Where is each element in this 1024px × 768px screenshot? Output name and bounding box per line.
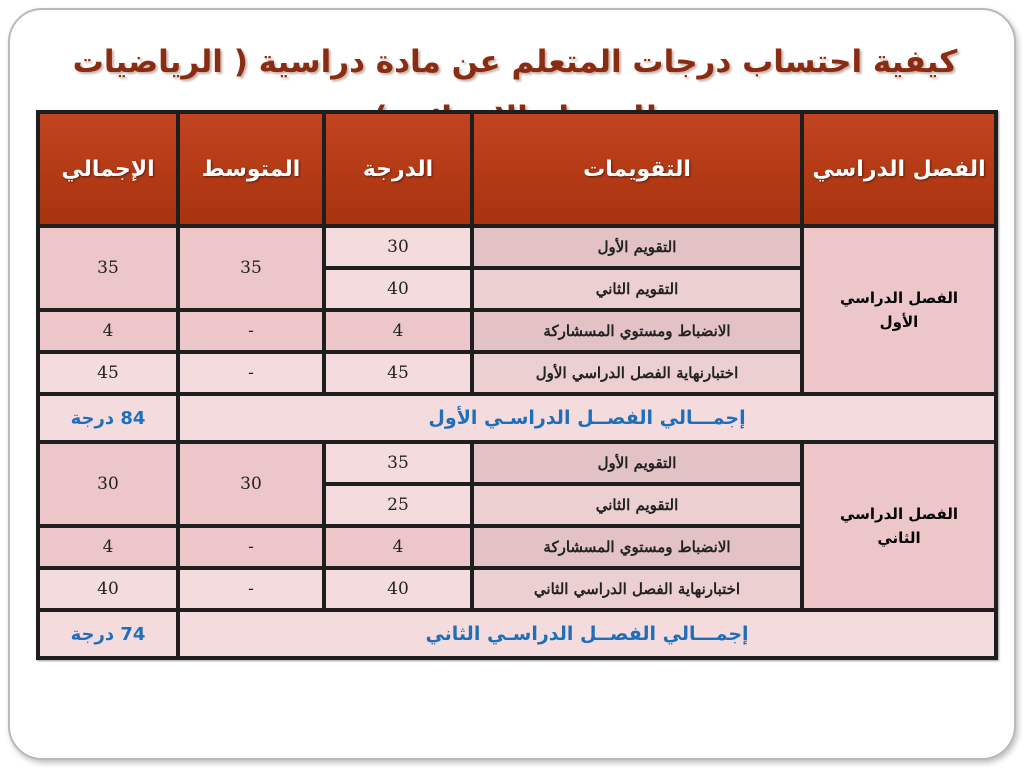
average-cell: - <box>178 310 324 352</box>
average-cell: 35 <box>178 226 324 310</box>
semester-1-total-value: 84 درجة <box>38 394 178 442</box>
grade-cell: 35 <box>324 442 472 484</box>
table-row <box>38 226 996 268</box>
total-cell: 45 <box>38 352 178 394</box>
header-grade: الدرجة <box>324 112 472 226</box>
semester-2-total-value: 74 درجة <box>38 610 178 658</box>
average-cell: - <box>178 526 324 568</box>
semester-2-name: الفصل الدراسي الثاني <box>802 442 996 610</box>
total-cell: 4 <box>38 526 178 568</box>
average-cell: 30 <box>178 442 324 526</box>
slide-title: كيفية احتساب درجات المتعلم عن مادة دراسية ( الرياضيات <box>72 44 958 80</box>
header-semester: الفصل الدراسي <box>802 112 996 226</box>
semester-1-name: الفصل الدراسي الأول <box>802 226 996 394</box>
grade-cell: 45 <box>324 352 472 394</box>
grade-cell: 40 <box>324 568 472 610</box>
total-cell: 40 <box>38 568 178 610</box>
evaluation-cell: التقويم الأول <box>472 226 802 268</box>
evaluation-cell: اختبارنهاية الفصل الدراسي الأول <box>472 352 802 394</box>
header-average: المتوسط <box>178 112 324 226</box>
header-row <box>38 112 996 226</box>
semester-total-row <box>38 394 996 442</box>
evaluation-cell: التقويم الثاني <box>472 268 802 310</box>
evaluation-cell: التقويم الأول <box>472 442 802 484</box>
evaluation-cell: الانضباط ومستوي المسشاركة <box>472 310 802 352</box>
average-cell: - <box>178 352 324 394</box>
evaluation-cell: اختبارنهاية الفصل الدراسي الثاني <box>472 568 802 610</box>
average-cell: - <box>178 568 324 610</box>
evaluation-cell: الانضباط ومستوي المسشاركة <box>472 526 802 568</box>
grades-table <box>36 110 998 660</box>
header-total: الإجمالي <box>38 112 178 226</box>
header-evaluations: التقويمات <box>472 112 802 226</box>
total-cell: 35 <box>38 226 178 310</box>
total-cell: 4 <box>38 310 178 352</box>
semester-2-total-label: إجمـــالي الفصــل الدراسـي الثاني <box>178 610 996 658</box>
grade-cell: 40 <box>324 268 472 310</box>
table-row <box>38 442 996 484</box>
semester-1-total-label: إجمـــالي الفصــل الدراسـي الأول <box>178 394 996 442</box>
grade-cell: 30 <box>324 226 472 268</box>
grade-cell: 4 <box>324 526 472 568</box>
evaluation-cell: التقويم الثاني <box>472 484 802 526</box>
grade-cell: 25 <box>324 484 472 526</box>
semester-total-row <box>38 610 996 658</box>
total-cell: 30 <box>38 442 178 526</box>
grade-cell: 4 <box>324 310 472 352</box>
